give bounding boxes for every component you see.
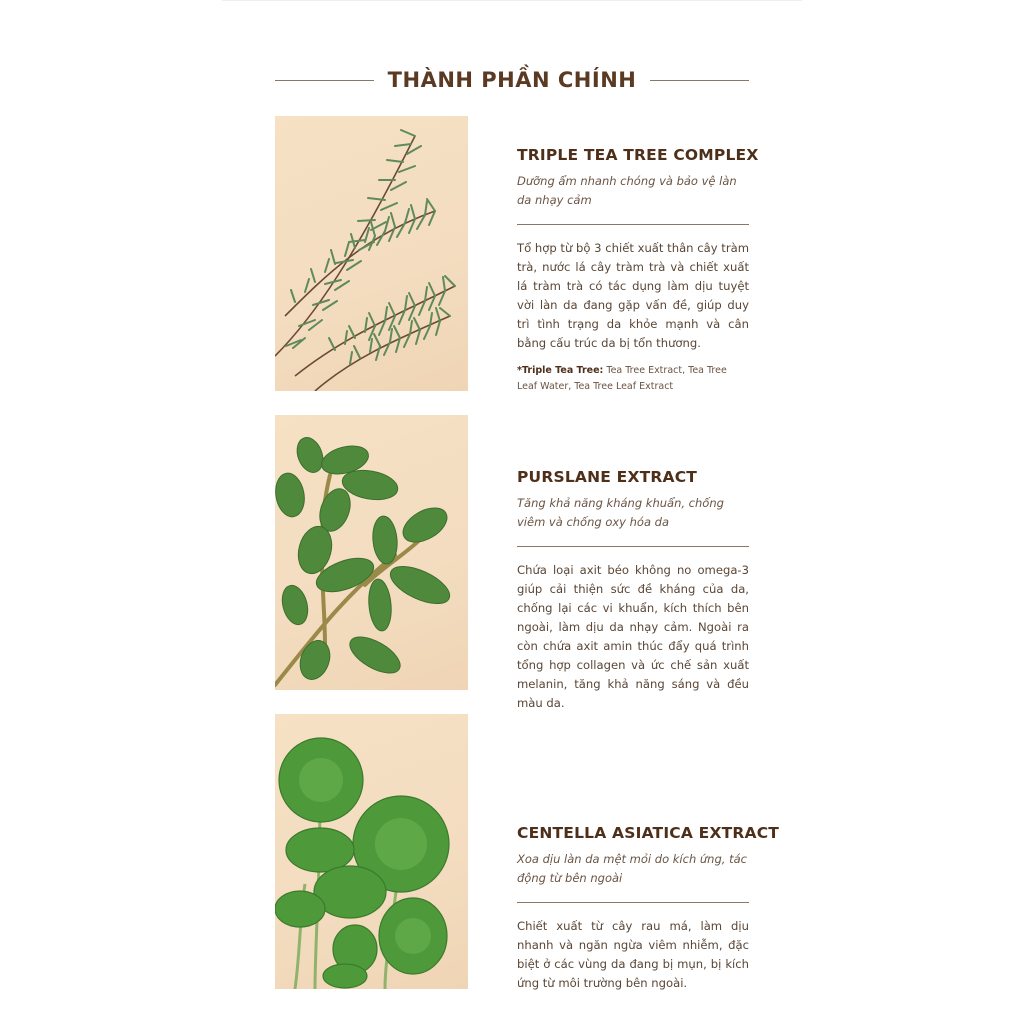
top-divider bbox=[222, 0, 802, 1]
ingredient-centella bbox=[517, 824, 780, 993]
ingredient-description: Chiết xuất từ cây rau má, làm dịu nhanh và ngăn ngừa viêm nhiễm, đặc biệt ở các vùng da đang bị mụn, bị kích ứng từ môi trường bên ngoài. bbox=[517, 919, 749, 990]
centella-leaves-image bbox=[275, 714, 468, 989]
tea-tree-branch-image bbox=[275, 116, 468, 391]
header-rule-left bbox=[275, 80, 374, 81]
ingredient-subtitle: Tăng khả năng kháng khuẩn, chống viêm và chống oxy hóa da bbox=[517, 496, 724, 529]
ingredient-description: Tổ hợp từ bộ 3 chiết xuất thân cây tràm trà, nước lá cây tràm trà và chiết xuất lá tràm trà có tác dụng làm dịu tuyệt vời làn da đang gặp vấn đề, giúp duy trì tình trạng da khỏe mạnh và cân bằng cấu trúc da bị tổn thương. bbox=[517, 241, 749, 350]
ingredient-purslane bbox=[517, 468, 761, 713]
ingredient-subtitle: Xoa dịu làn da mệt mỏi do kích ứng, tác động từ bên ngoài bbox=[517, 852, 747, 885]
ingredient-title: PURSLANE EXTRACT bbox=[517, 468, 698, 486]
ingredient-divider bbox=[517, 546, 749, 547]
ingredient-note-label: *Triple Tea Tree: bbox=[517, 365, 604, 376]
ingredient-divider bbox=[517, 224, 749, 225]
purslane-plant-image bbox=[275, 415, 468, 690]
section-title: THÀNH PHẦN CHÍNH bbox=[387, 68, 637, 92]
ingredient-tea-tree bbox=[517, 146, 761, 395]
ingredient-subtitle: Dưỡng ẩm nhanh chóng và bảo vệ làn da nhạy cảm bbox=[517, 174, 737, 207]
ingredient-divider bbox=[517, 902, 749, 903]
ingredient-description: Chứa loại axit béo không no omega-3 giúp cải thiện sức đề kháng của da, chống lại các vi khuẩn, kích thích bên ngoài, làm dịu da nhạy cảm. Ngoài ra còn chứa axit amin thúc đẩy quá trình tổng hợp collagen và ức chế sản xuất melanin, tăng khả năng sáng và đều màu da. bbox=[517, 563, 749, 710]
ingredient-title: CENTELLA ASIATICA EXTRACT bbox=[517, 824, 780, 842]
ingredient-title: TRIPLE TEA TREE COMPLEX bbox=[517, 146, 759, 164]
header-rule-right bbox=[650, 80, 749, 81]
section-header bbox=[275, 62, 749, 98]
ingredient-note-text: Tea Tree Extract, Tea Tree Leaf Water, Tea Tree Leaf Extract bbox=[517, 365, 727, 392]
ingredient-note bbox=[517, 363, 749, 395]
